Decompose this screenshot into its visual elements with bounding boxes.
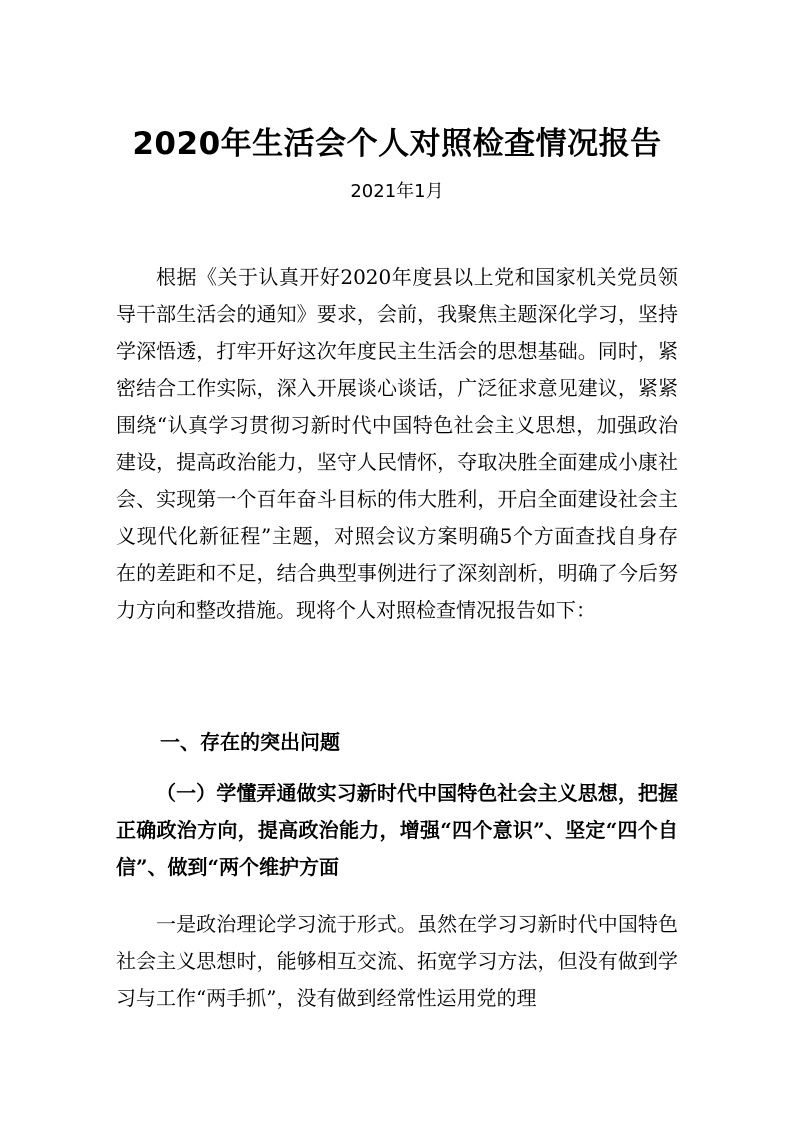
section-heading: 一、存在的突出问题 <box>160 730 340 754</box>
document-date: 2021年1月 <box>350 181 444 202</box>
body-paragraph: 一是政治理论学习流于形式。虽然在学习习新时代中国特色社会主义思想时，能够相互交流、拓宽学习方法，但没有做到学习与工作“两手抓”，没有做到经常性运用党的理 <box>116 912 678 1010</box>
intro-paragraph: 根据《关于认真开好2020年度县以上党和国家机关党员领导干部生活会的通知》要求，会前，我聚焦主题深化学习，坚持学深悟透，打牢开好这次年度民主生活会的思想基础。同时，紧密结合工作实际，深入开展谈心谈话，广泛征求意见建议，紧紧围绕“认真学习贯彻习新时代中国特色社会主义思想，加强政治建设，提高政治能力，坚守人民情怀，夺取决胜全面建成小康社会、实现第一个百年奋斗目标的伟大胜利，开启全面建设社会主义现代化新征程”主题，对照会议方案明确5个方面查找自身存在的差距和不足，结合典型事例进行了深刻剖析，明确了今后努力方向和整改措施。现将个人对照检查情况报告如下： <box>116 265 678 622</box>
document-title: 2020年生活会个人对照检查情况报告 <box>132 126 662 162</box>
subsection-heading: （一）学懂弄通做实习新时代中国特色社会主义思想，把握正确政治方向，提高政治能力，增强“四个意识”、坚定“四个自信”、做到“两个维护方面 <box>116 781 678 879</box>
